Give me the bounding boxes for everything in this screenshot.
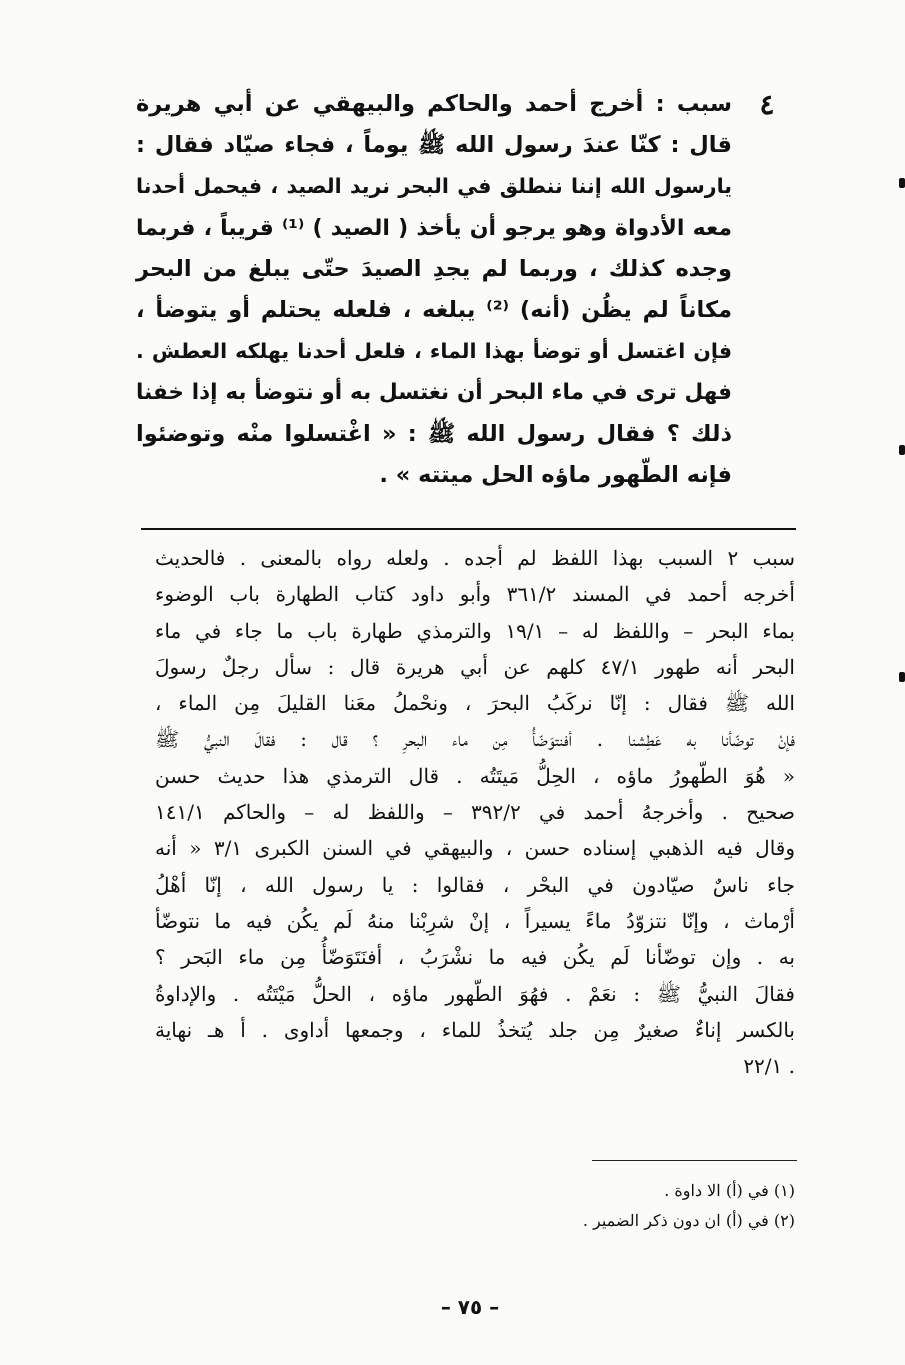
footnote-divider (592, 1160, 797, 1161)
commentary-line: . ٢٢/١ (743, 1054, 795, 1079)
commentary-line: الله ﷺ فقال : إنّا نركَبُ البحرَ ، ونحْملُ معَنا القليلَ مِن الماء ، (155, 691, 795, 716)
commentary-line: فقالَ النبيُّ ﷺ : نعَمْ . فهُوَ الطّهور ماؤه ، الحلُّ مَيْتَتُه . والإداوةُ (155, 981, 795, 1006)
main-text-line: معه الأدواة وهو يرجو أن يأخذ ( الصيد ) ⁽¹⁾ قريباً ، فربما (136, 215, 732, 241)
main-text-line: فهل ترى في ماء البحر أن نغتسل به أو نتوضأ به إذا خفنا (136, 380, 732, 406)
scan-edge-mark (899, 178, 905, 188)
commentary-line: به . وإن توضّأنا لَم يكُن فيه ما نشْرَبُ ، أفنَتَوَضّأُ مِن ماء البَحر ؟ (155, 945, 795, 970)
main-text-line: قال : كنّا عندَ رسول الله ﷺ يوماً ، فجاء صيّاد فقال : (136, 132, 732, 159)
main-text-line: سبب : أخرج أحمد والحاكم والبيهقي عن أبي هريرة (136, 91, 732, 117)
main-text (136, 84, 732, 496)
commentary-text (155, 540, 795, 1084)
main-text-line: وجده كذلك ، وربما لم يجدِ الصيدَ حتّى يبلغ من البحر (136, 255, 732, 282)
main-text-line: فإنه الطّهور ماؤه الحل ميتته » . (379, 461, 732, 488)
commentary-line: جاء ناسٌ صيّادون في البحْر ، فقالوا : يا رسول الله ، إنّا أهْلُ (155, 872, 795, 897)
hadith-number: ٤ (759, 88, 775, 121)
commentary-line: وقال فيه الذهبي إسناده حسن ، والبيهقي في السنن الكبرى ٣/١ « أنه (155, 836, 796, 861)
commentary-line: صحيح . وأخرجهُ أحمد في ٣٩٢/٢ – واللفظ له – والحاكم ١٤١/١ (155, 800, 795, 825)
commentary-line: البحر أنه طهور ٤٧/١ كلهم عن أبي هريرة قال : سأل رجلٌ رسولَ (155, 654, 795, 679)
commentary-line: أخرجه أحمد في المسند ٣٦١/٢ وأبو داود كتاب الطهارة باب الوضوء (155, 582, 795, 607)
commentary-line: فإنْ توضّأنا به عَطِشنا . أفنتوَضّأُ مِن ماء البحرِ ؟ قال : فقالَ النبيُّ ﷺ (155, 727, 795, 752)
footnotes (480, 1176, 795, 1236)
commentary-line: أرْماث ، وإنّا نتزوّدُ ماءً يسيراً ، إنْ شرِبْنا منهُ لَم يكُن فيه ما نتوضّأ (155, 908, 795, 933)
commentary-line: سبب ٢ السبب بهذا اللفظ لم أجده . ولعله رواه بالمعنى . فالحديث (155, 546, 795, 570)
main-text-line: يارسول الله إننا ننطلق في البحر نريد الصيد ، فيحمل أحدنا (136, 174, 732, 199)
main-text-line: فإن اغتسل أو توضأ بهذا الماء ، فلعل أحدنا يهلكه العطش . (136, 339, 732, 364)
commentary-line: بماء البحر – واللفظ له – ١٩/١ والترمذي طهارة باب ما جاء في ماء (155, 618, 795, 643)
main-text-line: ذلك ؟ فقال رسول الله ﷺ : « اغْتسلوا منْه وتوضئوا (136, 420, 732, 447)
section-divider (141, 528, 796, 530)
commentary-line: بالكسر إناءٌ صغيرٌ مِن جلد يُتخذُ للماء ، وجمعها أداوى . أ هـ نهاية (155, 1017, 795, 1042)
scan-edge-mark (899, 445, 905, 455)
commentary-line: « هُوَ الطّهورُ ماؤه ، الحِلُّ مَيتَتُه . قال الترمذي هذا حديث حسن (155, 763, 795, 788)
footnote: (١) في (أ) الا داوة . (664, 1181, 795, 1200)
footnote: (٢) في (أ) ان دون ذكر الضمير . (582, 1211, 795, 1230)
scan-edge-mark (899, 672, 905, 682)
main-text-line: مكاناً لم يظُن (أنه) ⁽²⁾ يبلغه ، فلعله يحتلم أو يتوضأ ، (136, 297, 733, 324)
page-number: – ٧٥ – (440, 1295, 500, 1319)
